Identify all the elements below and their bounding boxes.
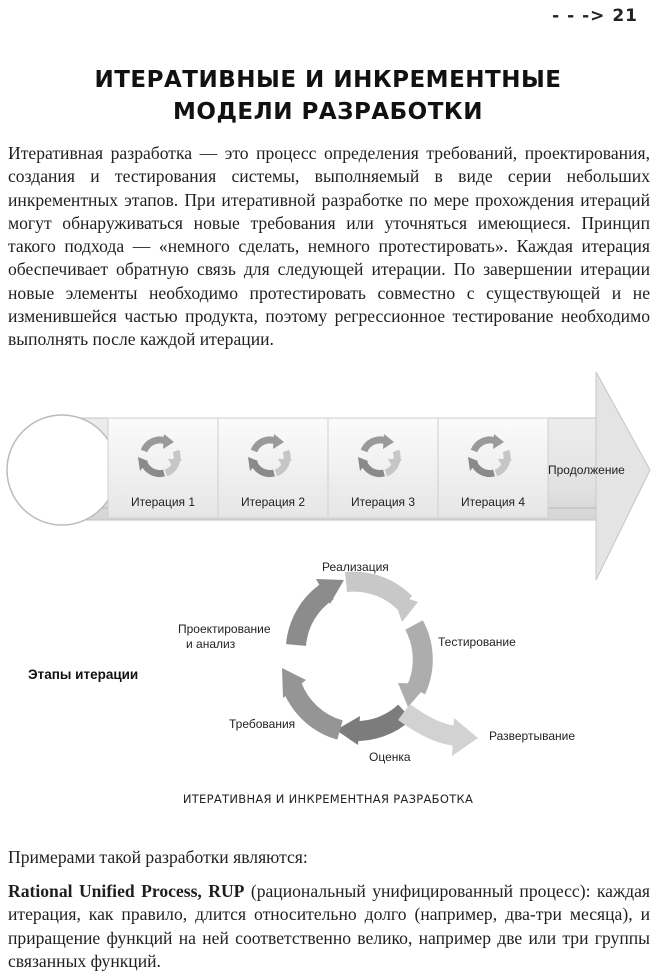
stage-deployment: Развертывание: [489, 729, 576, 743]
iteration-label-4: Итерация 4: [460, 495, 526, 509]
iteration-label-1: Итерация 1: [130, 495, 196, 509]
rup-term: Rational Unified Process, RUP: [8, 881, 245, 901]
cycle-title: Этапы итерации: [28, 667, 139, 682]
continuation-label: Продолжение: [548, 463, 625, 477]
title-line-2: МОДЕЛИ РАЗРАБОТКИ: [173, 99, 483, 125]
stage-implementation: Реализация: [322, 560, 389, 574]
stage-design-line2: и анализ: [186, 637, 236, 651]
iteration-label-3: Итерация 3: [350, 495, 416, 509]
figure-caption: ИТЕРАТИВНАЯ И ИНКРЕМЕНТНАЯ РАЗРАБОТКА: [182, 792, 474, 806]
rup-description: (рациональный унифицированный процесс): каждая итерация, как правило, длится относительно долго (например, два-три месяца), и приращение функций на ней соответственно велико, например две или три группы связанных функций.: [8, 881, 650, 971]
examples-intro: Примерами такой разработки являются:: [8, 847, 308, 867]
iteration-cycle: [282, 579, 478, 756]
stage-evaluation: Оценка: [369, 750, 411, 764]
stage-design-line1: Проектирование: [178, 622, 271, 636]
iteration-label-2: Итерация 2: [240, 495, 306, 509]
rup-paragraph: [8, 880, 650, 973]
title-line-1: ИТЕРАТИВНЫЕ И ИНКРЕМЕНТНЫЕ: [94, 67, 562, 93]
stage-testing: Тестирование: [438, 635, 516, 649]
page-number: - - -> 21: [552, 6, 638, 26]
start-circle: [7, 415, 117, 525]
stage-requirements: Требования: [229, 717, 296, 731]
intro-paragraph: Итеративная разработка — это процесс определения требований, проектирования, создания и тестирования системы, выполняемый в виде серии небольших инкрементных этапов. При итеративной разработке по мере прохождения итераций могут обнаруживаться новые требования или уточняться имеющиеся. Принцип такого подхода — «немного сделать, немного протестировать». Каждая итерация обеспечивает обратную связь для следующей итерации. По завершении итерации новые элементы необходимо протестировать совместно с существующей и не изменившейся частью продукта, поэтому регрессионное тестирование необходимо выполнять после каждой итерации.: [8, 143, 650, 350]
